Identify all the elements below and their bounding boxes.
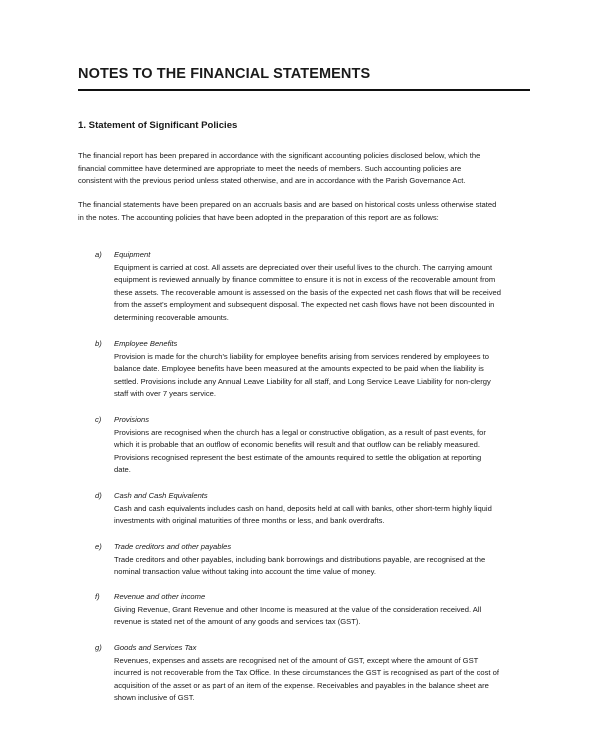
text-line: Provisions are recognised when the church has a legal or constructive obligation, as a result of past events, for [114, 427, 486, 437]
item-body [114, 503, 534, 528]
text-line: equipment is reviewed annually by finance committee to ensure it is not in excess of the recoverable amount from [114, 275, 496, 284]
text-line: consistent with the previous period unless stated otherwise, and are in accordance with the Parish Governance Act. [78, 176, 466, 185]
item-title: Equipment [114, 250, 151, 259]
item-title: Cash and Cash Equivalents [114, 491, 208, 500]
text-line: which it is probable that an outflow of economic benefits will result and that outflow can be reliably measured. [114, 440, 480, 449]
text-line: revenue is stated net of the amount of any goods and services tax (GST). [114, 617, 361, 626]
text-line: Cash and cash equivalents includes cash on hand, deposits held at call with banks, other short-term highly liquid [114, 503, 492, 513]
item-title: Provisions [114, 415, 150, 424]
text-line: Trade creditors and other payables, including bank borrowings and distributions payable, are recognised at the [114, 554, 486, 564]
item-title: Revenue and other income [114, 592, 206, 601]
text-line: Giving Revenue, Grant Revenue and other Income is measured at the value of the consideration received. All [114, 604, 482, 614]
text-line: settled. Provisions include any Annual Leave Liability for all staff, and Long Service Leave Liability for non-clergy [114, 376, 491, 386]
item-body [114, 262, 534, 325]
section-heading: 1. Statement of Significant Policies [78, 120, 238, 131]
text-line: Revenues, expenses and assets are recognised net of the amount of GST, except where the amount of GST [114, 655, 479, 665]
text-line: investments with original maturities of three months or less, and bank overdrafts. [114, 516, 385, 525]
text-line: determining recoverable amounts. [114, 312, 229, 322]
text-line: nominal transaction value without taking into account the time value of money. [114, 567, 376, 576]
item-body [114, 427, 534, 477]
text-line: The financial report has been prepared in accordance with the significant accounting policies disclosed below, which the [78, 151, 481, 160]
text-line: acquisition of the asset or as part of an item of the expense. Receivables and payables in the balance sheet are [114, 680, 489, 690]
item-marker: g) [95, 643, 102, 652]
item-marker: e) [95, 542, 102, 551]
text-line: financial committee have determined are appropriate to meet the needs of members. Such accounting policies are [78, 163, 462, 173]
text-line: Provision is made for the church's liability for employee benefits arising from services rendered by employees to [114, 351, 489, 361]
item-body [114, 655, 534, 705]
text-line: date. [114, 465, 131, 474]
text-line: incurred is not recoverable from the Tax Office. In these circumstances the GST is recognised as part of the cost of [114, 668, 499, 677]
text-line: Equipment is carried at cost. All assets are depreciated over their useful lives to the church. The carrying amount [114, 262, 493, 272]
text-line: in the notes. The accounting policies that have been adopted in the preparation of this report are as follows: [78, 212, 439, 222]
text-line: from the asset's employment and subsequent disposal. The expected net cash flows have not been discounted in [114, 300, 495, 309]
item-title: Goods and Services Tax [114, 643, 197, 652]
text-line: Provisions recognised represent the best estimate of the amounts required to settle the obligation at reporting [114, 452, 482, 462]
text-line: staff with over 7 years service. [114, 389, 216, 398]
intro-paragraph-2 [78, 199, 533, 224]
item-title: Employee Benefits [114, 339, 178, 348]
title-underline-rule [78, 89, 530, 91]
item-title: Trade creditors and other payables [114, 542, 232, 551]
item-marker: b) [95, 339, 102, 348]
item-marker: c) [95, 415, 102, 424]
intro-paragraph-1 [78, 150, 533, 188]
item-marker: d) [95, 491, 102, 500]
text-line: these assets. The recoverable amount is assessed on the basis of the expected net cash flows that will be received [114, 287, 501, 297]
item-marker: a) [95, 250, 102, 259]
item-body [114, 554, 534, 579]
page-title: NOTES TO THE FINANCIAL STATEMENTS [78, 66, 371, 82]
text-line: balance date. Employee benefits have been measured at the amounts expected to be paid when the liability is [114, 364, 484, 373]
item-body [114, 604, 534, 629]
text-line: The financial statements have been prepared on an accruals basis and are based on historical costs unless otherwise stated [78, 200, 497, 209]
text-line: shown inclusive of GST. [114, 693, 195, 702]
item-marker: f) [95, 592, 100, 601]
item-body [114, 351, 534, 401]
